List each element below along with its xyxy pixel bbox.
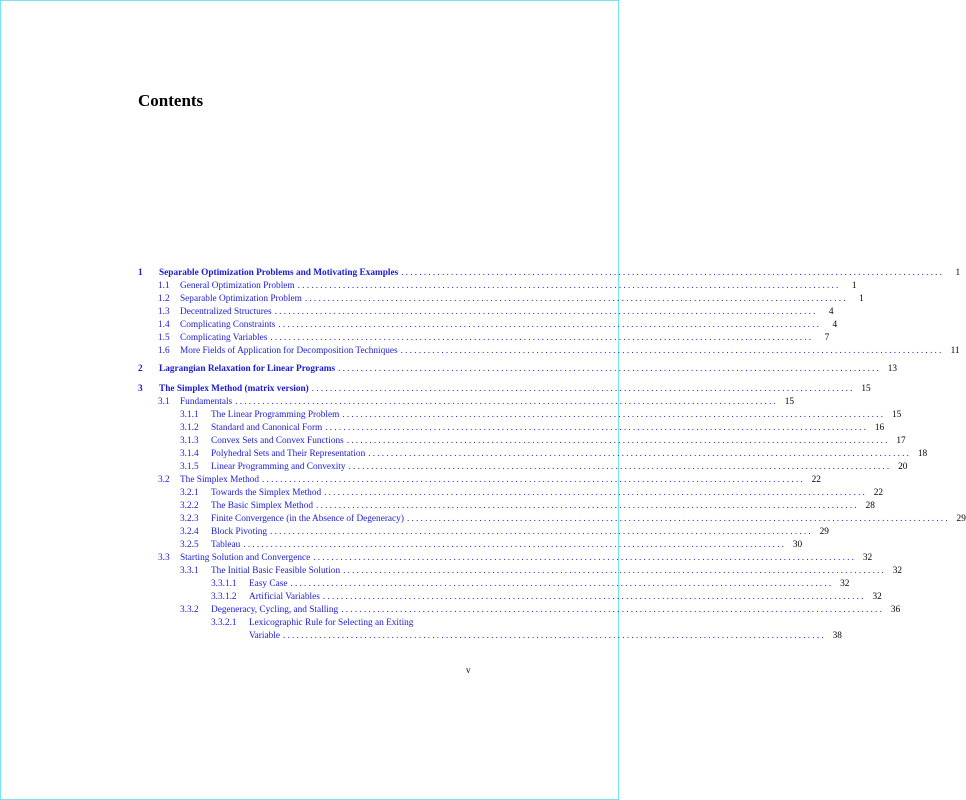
toc-entry-number: 3.3 — [158, 553, 170, 563]
toc-entry-page: 7 — [824, 333, 830, 343]
toc-entry-title: Fundamentals — [180, 397, 233, 407]
toc-leader-dots: ........................................................................................................................ — [348, 462, 892, 472]
toc-entry-number: 3.3.2.1 — [211, 618, 237, 628]
toc-entry[interactable] — [180, 527, 829, 540]
toc-entry[interactable] — [180, 566, 903, 579]
toc-entry-page: 16 — [874, 423, 885, 433]
toc-entry-title: Finite Convergence (in the Absence of Degeneracy) — [211, 514, 404, 524]
toc-entry-number: 1.1 — [158, 281, 170, 291]
toc-entry-title: More Fields of Application for Decomposition Techniques — [180, 346, 398, 356]
toc-entry-number: 3.3.2 — [180, 605, 199, 615]
toc-entry-title: Standard and Canonical Form — [211, 423, 323, 433]
toc-leader-dots: ........................................................................................................................ — [311, 384, 855, 394]
toc-entry-number: 3.2.3 — [180, 514, 199, 524]
toc-entry-number: 3.3.1.2 — [211, 592, 237, 602]
toc-entry-title: Tableau — [211, 540, 241, 550]
toc-entry-number: 3.2 — [158, 475, 170, 485]
toc-entry-number: 3.1.5 — [180, 462, 199, 472]
toc-leader-dots: ........................................................................................................................ — [341, 605, 885, 615]
toc-entry[interactable] — [158, 346, 960, 359]
toc-entry-page: 15 — [891, 410, 902, 420]
toc-entry[interactable] — [180, 488, 884, 501]
toc-entry-page: 32 — [840, 579, 850, 589]
toc-entry-title: Variable — [249, 631, 280, 641]
toc-entry-title: Degeneracy, Cycling, and Stalling — [211, 605, 339, 615]
toc-leader-dots: ........................................................................................................................ — [313, 553, 857, 563]
toc-entry-page: 22 — [811, 475, 821, 485]
toc-entry[interactable] — [158, 475, 821, 488]
toc-entry[interactable] — [180, 605, 901, 618]
toc-entry-title: The Linear Programming Problem — [211, 410, 340, 420]
toc-leader-dots: ........................................................................................................................ — [270, 527, 813, 537]
toc-entry-title: The Basic Simplex Method — [211, 501, 313, 511]
toc-entry-page: 32 — [862, 553, 873, 563]
toc-entry-title: Convex Sets and Convex Functions — [211, 436, 344, 446]
toc-entry[interactable] — [158, 281, 857, 294]
toc-entry-number: 1 — [138, 268, 143, 278]
toc-leader-dots: ........................................................................................................................ — [322, 592, 866, 602]
toc-entry-page: 1 — [859, 294, 864, 304]
toc-entry[interactable] — [138, 384, 871, 397]
toc-leader-dots: ........................................................................................................................ — [316, 501, 859, 511]
toc-entry-title: The Simplex Method (matrix version) — [159, 384, 309, 394]
toc-entry-page: 1 — [851, 281, 857, 291]
toc-entry-number: 1.2 — [158, 294, 170, 304]
toc-entry[interactable] — [158, 294, 864, 307]
toc-leader-dots: ........................................................................................................................ — [297, 281, 841, 291]
toc-entry-page: 22 — [873, 488, 884, 498]
toc-entry[interactable] — [158, 333, 830, 346]
toc-entry-page: 20 — [898, 462, 908, 472]
toc-entry[interactable] — [180, 514, 966, 527]
toc-entry-page: 36 — [890, 605, 901, 615]
toc-entry[interactable] — [211, 592, 882, 605]
toc-entry-page: 32 — [892, 566, 903, 576]
toc-entry[interactable] — [158, 553, 873, 566]
toc-entry[interactable] — [180, 462, 908, 475]
toc-entry-page: 18 — [917, 449, 928, 459]
toc-entry-page: 17 — [896, 436, 906, 446]
toc-entry-number: 1.3 — [158, 307, 170, 317]
toc-leader-dots: ........................................................................................................................ — [343, 566, 887, 576]
toc-entry-page: 1 — [955, 268, 961, 278]
toc-leader-dots: ........................................................................................................................ — [325, 423, 869, 433]
toc-entry[interactable] — [180, 423, 885, 436]
toc-entry-title: Complicating Variables — [180, 333, 268, 343]
toc-entry[interactable] — [180, 436, 906, 449]
toc-leader-dots: ........................................................................................................................ — [278, 320, 822, 330]
toc-entry[interactable] — [158, 320, 838, 333]
toc-leader-dots: ........................................................................................................................ — [243, 540, 787, 550]
toc-entry-title: Easy Case — [249, 579, 288, 589]
toc-entry[interactable] — [158, 397, 795, 410]
toc-entry-title: The Simplex Method — [180, 475, 260, 485]
toc-leader-dots: ........................................................................................................................ — [324, 488, 868, 498]
toc-entry[interactable] — [211, 618, 472, 631]
toc-leader-dots: ........................................................................................................................ — [406, 514, 950, 524]
toc-entry[interactable] — [138, 268, 961, 281]
toc-leader-dots: ........................................................................................................................ — [346, 436, 890, 446]
toc-entry-page: 29 — [956, 514, 966, 524]
page-number: v — [466, 665, 471, 675]
toc-leader-dots: ........................................................................................................................ — [262, 475, 805, 485]
toc-entry-title: Towards the Simplex Method — [211, 488, 322, 498]
toc-entry-title: Artificial Variables — [249, 592, 320, 602]
toc-entry-number: 3.2.4 — [180, 527, 199, 537]
toc-leader-dots: ........................................................................................................................ — [290, 579, 834, 589]
toc-entry-title: Linear Programming and Convexity — [211, 462, 346, 472]
toc-entry[interactable] — [180, 540, 803, 553]
toc-leader-dots: ........................................................................................................................ — [401, 268, 945, 278]
toc-entry-number: 2 — [138, 364, 143, 374]
toc-entry[interactable] — [158, 307, 834, 320]
toc-entry-title: Block Pivoting — [211, 527, 268, 537]
toc-leader-dots: ........................................................................................................................ — [270, 333, 814, 343]
toc-entry-page: 29 — [819, 527, 829, 537]
toc-entry-title: Complicating Constraints — [180, 320, 276, 330]
toc-entry-page: 15 — [784, 397, 795, 407]
toc-entry-page: 4 — [832, 320, 838, 330]
toc-entry-number: 3.3.1.1 — [211, 579, 237, 589]
toc-leader-dots: ........................................................................................................................ — [400, 346, 944, 356]
toc-entry-title: Polyhedral Sets and Their Representation — [211, 449, 366, 459]
toc-entry[interactable] — [180, 449, 928, 462]
toc-entry-page: 11 — [950, 346, 960, 356]
toc-entry-title: The Initial Basic Feasible Solution — [211, 566, 341, 576]
toc-entry-number: 3.2.5 — [180, 540, 199, 550]
toc-leader-dots: ........................................................................................................................ — [368, 449, 912, 459]
toc-entry-page: 32 — [872, 592, 882, 602]
toc-leader-dots: ........................................................................................................................ — [274, 307, 818, 317]
toc-entry-page: 4 — [828, 307, 834, 317]
toc-entry-title: Starting Solution and Convergence — [180, 553, 311, 563]
toc-entry-title: Separable Optimization Problem — [180, 294, 302, 304]
page-title: Contents — [138, 91, 204, 110]
toc-entry-title: Decentralized Structures — [180, 307, 272, 317]
toc-entry-page: 38 — [832, 631, 842, 641]
toc-entry-title: Separable Optimization Problems and Motivating Examples — [159, 268, 399, 278]
toc-entry-number: 3.1.1 — [180, 410, 199, 420]
toc-entry-page: 28 — [865, 501, 875, 511]
toc-entry-number: 3.2.1 — [180, 488, 199, 498]
toc-entry-page: 30 — [792, 540, 803, 550]
toc-leader-dots: ........................................................................................................................ — [282, 631, 826, 641]
toc-entry-number: 3.1.2 — [180, 423, 199, 433]
toc-entry-title: Lexicographic Rule for Selecting an Exiting — [249, 618, 414, 628]
toc-entry[interactable] — [211, 579, 850, 592]
toc-entry-number: 1.4 — [158, 320, 170, 330]
toc-entry-number: 1.6 — [158, 346, 170, 356]
toc-entry[interactable] — [180, 501, 875, 514]
toc-leader-dots: ........................................................................................................................ — [342, 410, 886, 420]
toc-entry-page: 13 — [887, 364, 898, 374]
toc-entry-number: 3.1.4 — [180, 449, 199, 459]
toc-entry[interactable] — [180, 410, 902, 423]
toc-entry-number: 3.1 — [158, 397, 170, 407]
toc-entry[interactable] — [211, 631, 842, 644]
toc-leader-dots: ........................................................................................................................ — [304, 294, 848, 304]
toc-entry-title: Lagrangian Relaxation for Linear Programs — [159, 364, 336, 374]
toc-leader-dots: ........................................................................................................................ — [235, 397, 779, 407]
toc-entry-number: 3.3.1 — [180, 566, 199, 576]
toc-leader-dots: ........................................................................................................................ — [338, 364, 882, 374]
toc-entry-number: 1.5 — [158, 333, 170, 343]
toc-entry-number: 3.1.3 — [180, 436, 199, 446]
toc-entry-number: 3.2.2 — [180, 501, 199, 511]
toc-entry-number: 3 — [138, 384, 143, 394]
toc-entry-page: 15 — [861, 384, 871, 394]
toc-entry-title: General Optimization Problem — [180, 281, 295, 291]
toc-entry[interactable] — [138, 364, 898, 377]
